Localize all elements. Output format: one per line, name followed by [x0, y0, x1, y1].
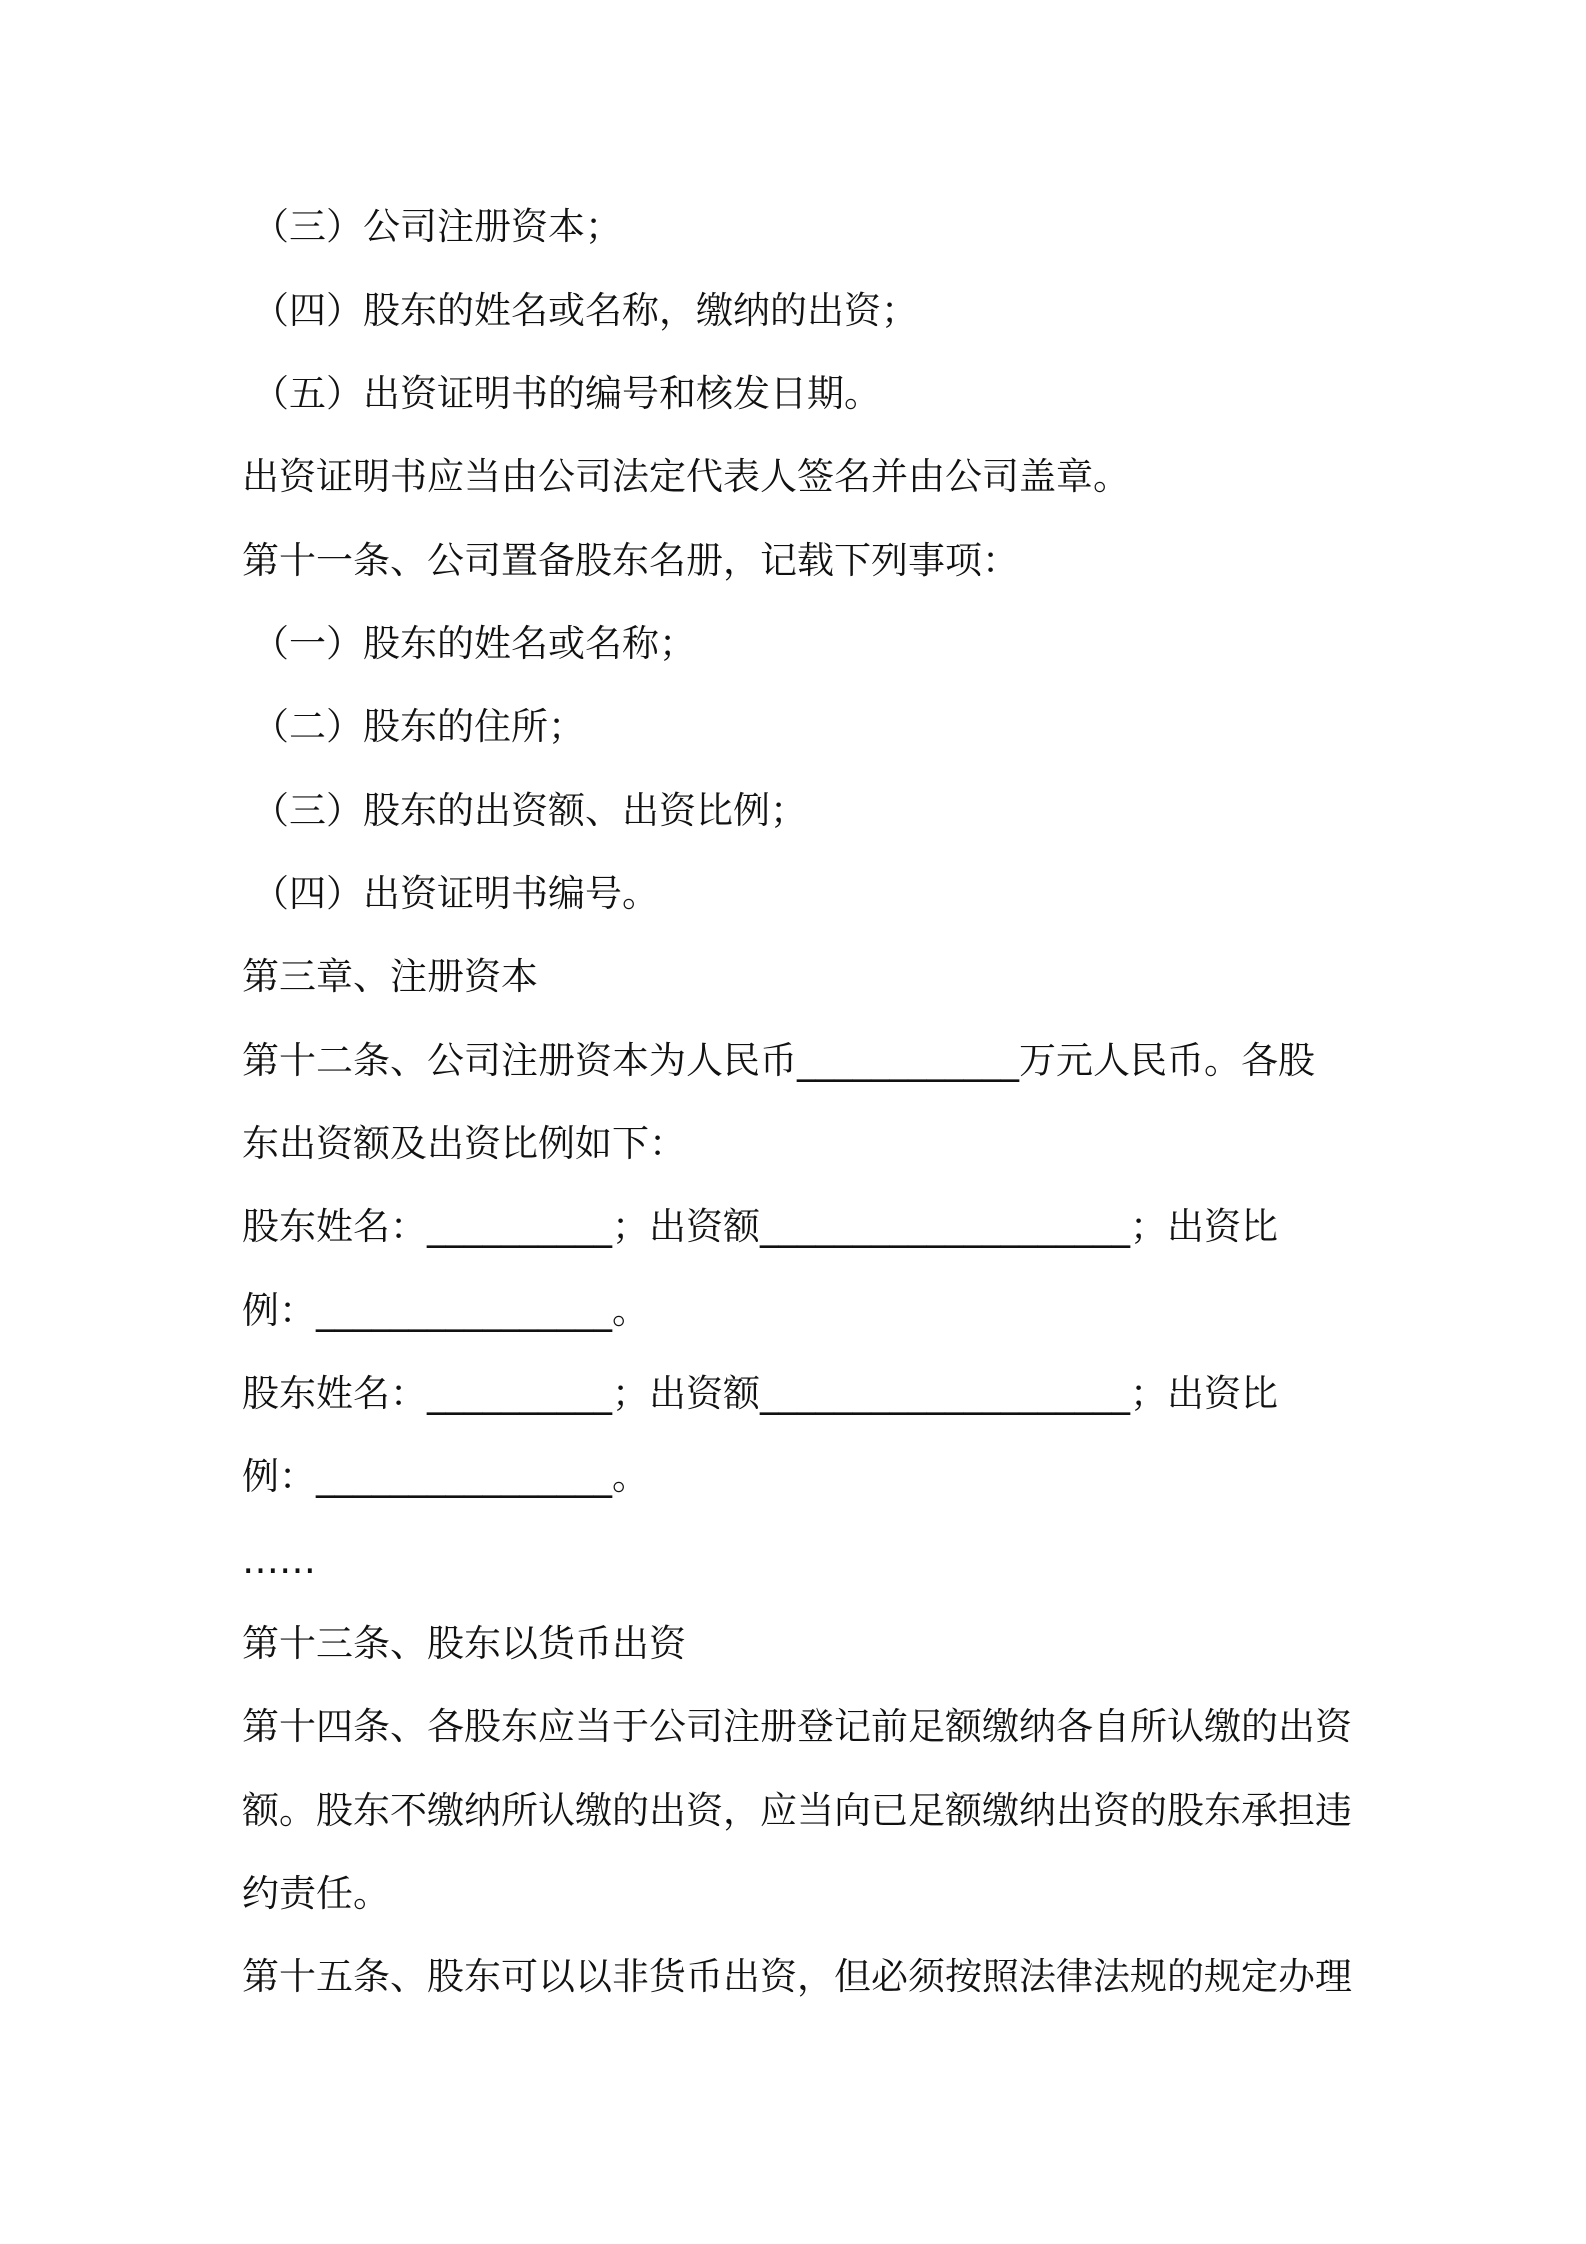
list-item-certificate-number-date: （五）出资证明书的编号和核发日期。: [252, 372, 881, 415]
article-15-line-1: 第十五条、股东可以以非货币出资，但必须按照法律法规的规定办理: [242, 1955, 1352, 1998]
shareholder-entry-2-line-2: 例：________________。: [242, 1455, 649, 1498]
list-item-shareholder-address: （二）股东的住所；: [252, 705, 585, 748]
paragraph-certificate-signature: 出资证明书应当由公司法定代表人签名并由公司盖章。: [242, 455, 1130, 498]
article-13: 第十三条、股东以货币出资: [242, 1622, 686, 1665]
article-14-line-3: 约责任。: [242, 1872, 390, 1915]
list-item-registered-capital: （三）公司注册资本；: [252, 205, 622, 248]
article-11-heading: 第十一条、公司置备股东名册，记载下列事项：: [242, 539, 1019, 582]
chapter-3-title: 第三章、注册资本: [242, 955, 538, 998]
shareholder-entry-1-line-1: 股东姓名：__________；出资额____________________；出资比: [242, 1205, 1278, 1248]
shareholder-entry-1-line-2: 例：________________。: [242, 1289, 649, 1332]
shareholder-entry-2-line-1: 股东姓名：__________；出资额____________________；出资比: [242, 1372, 1278, 1415]
article-14-line-2: 额。股东不缴纳所认缴的出资，应当向已足额缴纳出资的股东承担违: [242, 1789, 1352, 1832]
list-item-contribution-amount-ratio: （三）股东的出资额、出资比例；: [252, 789, 807, 832]
list-item-certificate-number: （四）出资证明书编号。: [252, 872, 659, 915]
ellipsis-line: ……: [242, 1539, 316, 1582]
article-12-line-2: 东出资额及出资比例如下：: [242, 1122, 686, 1165]
list-item-shareholder-name-contribution: （四）股东的姓名或名称，缴纳的出资；: [252, 289, 918, 332]
article-14-line-1: 第十四条、各股东应当于公司注册登记前足额缴纳各自所认缴的出资: [242, 1705, 1352, 1748]
article-12-line-1: 第十二条、公司注册资本为人民币____________万元人民币。各股: [242, 1039, 1315, 1082]
list-item-shareholder-name: （一）股东的姓名或名称；: [252, 622, 696, 665]
